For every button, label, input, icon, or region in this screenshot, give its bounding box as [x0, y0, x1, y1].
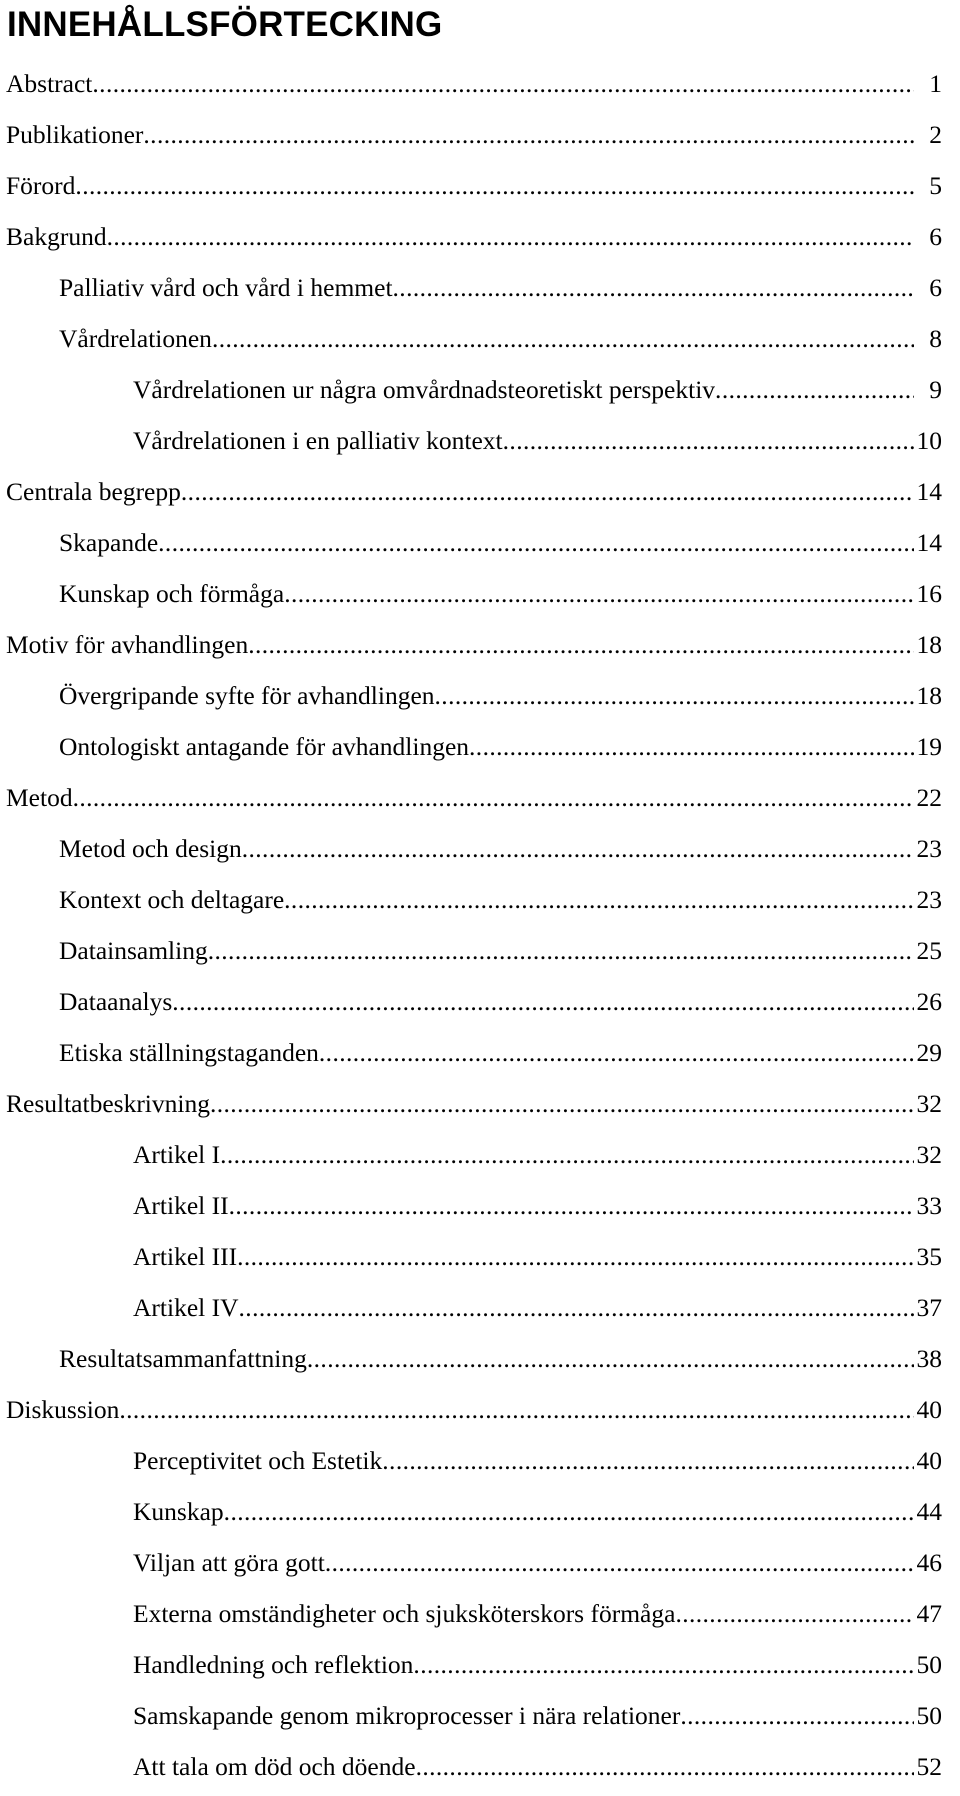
dot-leader [503, 419, 914, 463]
toc-entry[interactable] [0, 215, 960, 266]
toc-entry-page-number[interactable]: 50 [916, 1701, 942, 1730]
dot-leader [212, 317, 914, 361]
toc-entry-page-number[interactable]: 2 [929, 120, 942, 149]
dot-leader [143, 113, 914, 157]
dot-leader [675, 1592, 914, 1636]
toc-entry-title[interactable]: Artikel II [133, 1191, 229, 1220]
toc-entry-title[interactable]: Handledning och reflektion [133, 1650, 414, 1679]
toc-entry-title[interactable]: Perceptivitet och Estetik [133, 1446, 383, 1475]
dot-leader [237, 1235, 914, 1279]
toc-entry-page-number[interactable]: 40 [916, 1395, 942, 1424]
toc-entry-title[interactable]: Metod [6, 783, 73, 812]
toc-entry[interactable] [0, 980, 960, 1031]
toc-entry-page-number[interactable]: 14 [916, 528, 942, 557]
toc-entry[interactable] [0, 1337, 960, 1388]
toc-entry-title[interactable]: Etiska ställningstaganden [59, 1038, 319, 1067]
toc-entry-title[interactable]: Ontologiskt antagande för avhandlingen [59, 732, 470, 761]
toc-entry-title[interactable]: Bakgrund [6, 222, 107, 251]
toc-entry[interactable] [0, 572, 960, 623]
toc-entry-title[interactable]: Vårdrelationen [59, 324, 212, 353]
toc-entry[interactable] [0, 623, 960, 674]
toc-entry-title[interactable]: Artikel III [133, 1242, 238, 1271]
toc-entry-page-number[interactable]: 16 [916, 579, 942, 608]
toc-entry-page-number[interactable]: 29 [916, 1038, 942, 1067]
toc-entry-page-number[interactable]: 37 [916, 1293, 942, 1322]
toc-entry[interactable] [0, 1694, 960, 1745]
dot-leader [248, 623, 914, 667]
toc-entry[interactable] [0, 470, 960, 521]
toc-entry-page-number[interactable]: 25 [916, 936, 942, 965]
toc-entry[interactable] [0, 1592, 960, 1643]
toc-entry-title[interactable]: Kontext och deltagare [59, 885, 285, 914]
dot-leader [307, 1337, 914, 1381]
toc-entry-page-number[interactable]: 52 [916, 1752, 942, 1781]
toc-entry-title[interactable]: Artikel I [133, 1140, 221, 1169]
toc-entry-title[interactable]: Samskapande genom mikroprocesser i nära relationer [133, 1701, 681, 1730]
dot-leader [413, 1643, 914, 1687]
dot-leader [229, 1184, 914, 1228]
toc-entry[interactable] [0, 368, 960, 419]
toc-entry-title[interactable]: Kunskap [133, 1497, 224, 1526]
toc-entry-page-number[interactable]: 33 [916, 1191, 942, 1220]
toc-entry[interactable] [0, 776, 960, 827]
toc-entry[interactable] [0, 1490, 960, 1541]
toc-entry-page-number[interactable]: 35 [916, 1242, 942, 1271]
dot-leader [284, 878, 914, 922]
dot-leader [239, 1286, 914, 1330]
toc-entry[interactable] [0, 929, 960, 980]
dot-leader [158, 521, 914, 565]
toc-entry-page-number[interactable]: 6 [929, 273, 942, 302]
toc-entry-page-number[interactable]: 18 [916, 630, 942, 659]
dot-leader [393, 266, 914, 310]
toc-entry-page-number[interactable]: 5 [929, 171, 942, 200]
dot-leader [92, 62, 914, 106]
toc-entry-title[interactable]: Vårdrelationen i en palliativ kontext [133, 426, 503, 455]
toc-entry-title[interactable]: Abstract [6, 69, 93, 98]
toc-entry-title[interactable]: Resultatbeskrivning [6, 1089, 210, 1118]
toc-entry[interactable] [0, 878, 960, 929]
toc-entry[interactable] [0, 1235, 960, 1286]
toc-entry-title[interactable]: Dataanalys [59, 987, 173, 1016]
dot-leader [680, 1694, 914, 1738]
toc-entry-title[interactable]: Att tala om död och döende [133, 1752, 416, 1781]
toc-entry-page-number[interactable]: 23 [916, 834, 942, 863]
toc-entry-title[interactable]: Kunskap och förmåga [59, 579, 285, 608]
dot-leader [73, 776, 914, 820]
toc-entry[interactable] [0, 674, 960, 725]
toc-entry-page-number[interactable]: 26 [916, 987, 942, 1016]
toc-entry[interactable] [0, 266, 960, 317]
toc-entry-page-number[interactable]: 32 [916, 1089, 942, 1118]
dot-leader [224, 1490, 914, 1534]
toc-entry-page-number[interactable]: 46 [916, 1548, 942, 1577]
toc-entry[interactable] [0, 1439, 960, 1490]
toc-entry-page-number[interactable]: 8 [929, 324, 942, 353]
toc-entry[interactable] [0, 827, 960, 878]
toc-entry[interactable] [0, 317, 960, 368]
toc-entry[interactable] [0, 62, 960, 113]
toc-entry-page-number[interactable]: 47 [916, 1599, 942, 1628]
toc-entry[interactable] [0, 521, 960, 572]
toc-entry-page-number[interactable]: 18 [916, 681, 942, 710]
dot-leader [172, 980, 914, 1024]
dot-leader [416, 1745, 914, 1789]
toc-entry[interactable] [0, 1745, 960, 1796]
toc-entry-page-number[interactable]: 14 [916, 477, 942, 506]
dot-leader [181, 470, 914, 514]
toc-entry-title[interactable]: Externa omständigheter och sjuksköterskors förmåga [133, 1599, 676, 1628]
toc-entry[interactable] [0, 725, 960, 776]
toc-entry[interactable] [0, 1643, 960, 1694]
toc-entry-title[interactable]: Datainsamling [59, 936, 208, 965]
toc-entry[interactable] [0, 1388, 960, 1439]
toc-entry[interactable] [0, 1082, 960, 1133]
dot-leader [382, 1439, 914, 1483]
toc-entry-title[interactable]: Publikationer [6, 120, 144, 149]
toc-list [0, 62, 960, 1796]
dot-leader [319, 1031, 914, 1075]
toc-entry-title[interactable]: Vårdrelationen ur några omvårdnadsteoretiskt perspektiv [133, 375, 716, 404]
toc-entry-page-number[interactable]: 44 [916, 1497, 942, 1526]
toc-entry-page-number[interactable]: 32 [916, 1140, 942, 1169]
toc-entry-page-number[interactable]: 1 [929, 69, 942, 98]
dot-leader [210, 1082, 914, 1126]
toc-entry[interactable] [0, 1133, 960, 1184]
toc-entry-page-number[interactable]: 23 [916, 885, 942, 914]
toc-entry-page-number[interactable]: 38 [916, 1344, 942, 1373]
toc-entry-page-number[interactable]: 6 [929, 222, 942, 251]
toc-heading: INNEHÅLLSFÖRTECKING [7, 5, 443, 44]
toc-entry[interactable] [0, 419, 960, 470]
dot-leader [208, 929, 914, 973]
toc-entry[interactable] [0, 164, 960, 215]
toc-entry-title[interactable]: Resultatsammanfattning [59, 1344, 307, 1373]
dot-leader [107, 215, 914, 259]
dot-leader [119, 1388, 914, 1432]
toc-entry-title[interactable]: Motiv för avhandlingen [6, 630, 249, 659]
toc-entry-title[interactable]: Skapande [59, 528, 159, 557]
toc-entry-page-number[interactable]: 19 [916, 732, 942, 761]
toc-entry-title[interactable]: Förord [6, 171, 76, 200]
dot-leader [325, 1541, 914, 1585]
dot-leader [435, 674, 914, 718]
toc-entry-title[interactable]: Diskussion [6, 1395, 120, 1424]
toc-entry-title[interactable]: Viljan att göra gott [133, 1548, 325, 1577]
toc-entry-page-number[interactable]: 22 [916, 783, 942, 812]
toc-entry-page-number[interactable]: 40 [916, 1446, 942, 1475]
toc-entry-title[interactable]: Palliativ vård och vård i hemmet [59, 273, 393, 302]
toc-entry-page-number[interactable]: 10 [916, 426, 942, 455]
dot-leader [469, 725, 914, 769]
toc-entry-title[interactable]: Metod och design [59, 834, 242, 863]
dot-leader [715, 368, 914, 412]
dot-leader [75, 164, 914, 208]
toc-entry-page-number[interactable]: 9 [929, 375, 942, 404]
toc-entry-title[interactable]: Övergripande syfte för avhandlingen [59, 681, 435, 710]
toc-entry[interactable] [0, 1031, 960, 1082]
toc-entry[interactable] [0, 1184, 960, 1235]
toc-entry[interactable] [0, 1541, 960, 1592]
toc-entry-title[interactable]: Centrala begrepp [6, 477, 181, 506]
toc-entry[interactable] [0, 1286, 960, 1337]
toc-entry[interactable] [0, 113, 960, 164]
toc-entry-title[interactable]: Artikel IV [133, 1293, 239, 1322]
dot-leader [220, 1133, 914, 1177]
dot-leader [242, 827, 914, 871]
toc-entry-page-number[interactable]: 50 [916, 1650, 942, 1679]
dot-leader [284, 572, 914, 616]
